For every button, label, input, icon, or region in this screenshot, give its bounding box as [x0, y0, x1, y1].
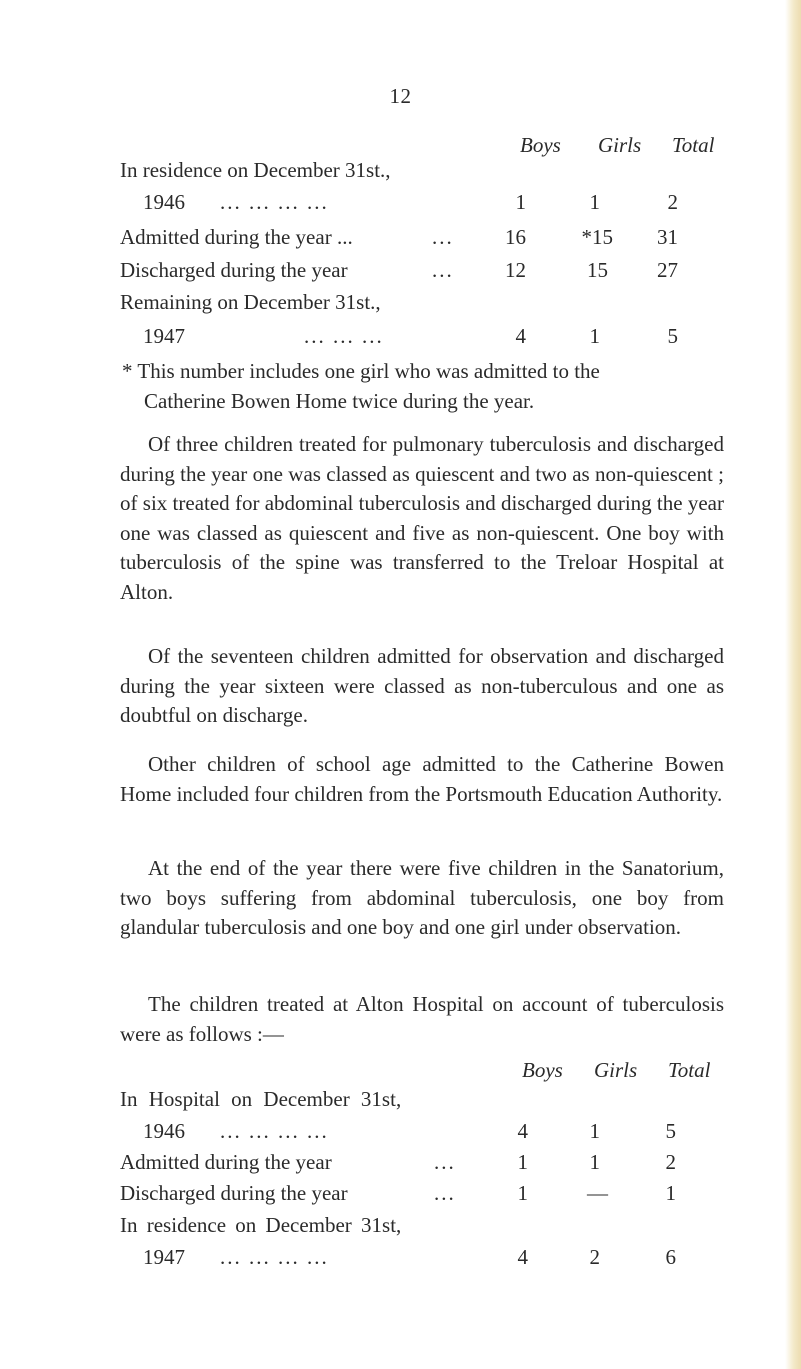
boys-cell: 4 — [515, 324, 526, 348]
leader-dots: ... ... ... ... — [220, 1245, 329, 1269]
leader-dots: ... — [432, 225, 454, 249]
row-label: Admitted during the year — [120, 1150, 332, 1174]
girls-cell: 15 — [587, 258, 608, 282]
paragraph — [120, 990, 724, 1049]
boys-header: Boys — [520, 133, 561, 157]
total-cell: 27 — [657, 258, 678, 282]
leader-dots: ... ... ... — [304, 324, 384, 348]
row-label-year: 1947 — [143, 1245, 185, 1269]
footnote-line: * This number includes one girl who was admitted to the — [122, 359, 600, 383]
row-label-year: 1947 — [143, 324, 185, 348]
boys-cell: 1 — [517, 1150, 528, 1174]
boys-cell: 16 — [505, 225, 526, 249]
footnote — [122, 356, 726, 416]
leader-dots: ... ... ... ... — [220, 190, 329, 214]
page-edge — [785, 0, 801, 1369]
girls-cell: 1 — [589, 190, 600, 214]
paragraph-text: Of the seventeen children admitted for observation and discharged during the year sixteen were classed as non-tuberculous and one as doubtful on discharge. — [120, 644, 724, 727]
paragraph — [120, 854, 724, 943]
row-label-year: 1946 — [143, 1119, 185, 1143]
total-cell: 31 — [657, 225, 678, 249]
row-label-year: 1946 — [143, 190, 185, 214]
paragraph-text: At the end of the year there were five children in the Sanatorium, two boys suffering from abdominal tuberculosis, one boy from glandular tuberculosis and one boy and one girl under observation. — [120, 856, 724, 939]
footnote-line: Catherine Bowen Home twice during the year. — [144, 389, 535, 413]
boys-header: Boys — [522, 1058, 563, 1082]
paragraph — [120, 430, 724, 607]
row-label: Discharged during the year — [120, 1181, 348, 1205]
boys-cell: 12 — [505, 258, 526, 282]
row-label: In Hospital on December 31st, — [120, 1087, 402, 1111]
paragraph-text: Of three children treated for pulmonary tuberculosis and discharged during the year one was classed as quiescent and two as non-quiescent ; of six treated for abdominal tuberculosis and discharged during the year one was classed as quiescent and five as non-quiescent. One boy with tuberculosis of the spine was transferred to the Treloar Hospital at Alton. — [120, 432, 724, 604]
row-label: In residence on December 31st., — [120, 158, 391, 182]
girls-header: Girls — [598, 133, 642, 157]
total-header: Total — [672, 133, 715, 157]
girls-header: Girls — [594, 1058, 638, 1082]
page-number: 12 — [389, 84, 412, 108]
row-label: Discharged during the year — [120, 258, 348, 282]
boys-cell: 4 — [517, 1119, 528, 1143]
row-label: In residence on December 31st, — [120, 1213, 402, 1237]
total-cell: 5 — [665, 1119, 676, 1143]
total-cell: 5 — [667, 324, 678, 348]
total-cell: 2 — [665, 1150, 676, 1174]
boys-cell: 1 — [517, 1181, 528, 1205]
row-label: Admitted during the year ... — [120, 225, 353, 249]
girls-cell: — — [587, 1181, 608, 1205]
girls-cell: 1 — [589, 1119, 600, 1143]
girls-cell: 2 — [589, 1245, 600, 1269]
total-cell: 1 — [665, 1181, 676, 1205]
row-label: Remaining on December 31st., — [120, 290, 381, 314]
leader-dots: ... — [432, 258, 454, 282]
leader-dots: ... — [434, 1150, 456, 1174]
boys-cell: 4 — [517, 1245, 528, 1269]
leader-dots: ... — [434, 1181, 456, 1205]
total-header: Total — [668, 1058, 711, 1082]
paragraph — [120, 642, 724, 731]
total-cell: 2 — [667, 190, 678, 214]
paragraph-text: The children treated at Alton Hospital on account of tuberculosis were as follows :— — [120, 992, 724, 1046]
paragraph — [120, 750, 724, 809]
girls-cell: 1 — [589, 324, 600, 348]
leader-dots: ... ... ... ... — [220, 1119, 329, 1143]
total-cell: 6 — [665, 1245, 676, 1269]
boys-cell: 1 — [515, 190, 526, 214]
girls-cell: *15 — [581, 225, 613, 249]
girls-cell: 1 — [589, 1150, 600, 1174]
paragraph-text: Other children of school age admitted to the Catherine Bowen Home included four children from the Portsmouth Education Authority. — [120, 752, 724, 806]
